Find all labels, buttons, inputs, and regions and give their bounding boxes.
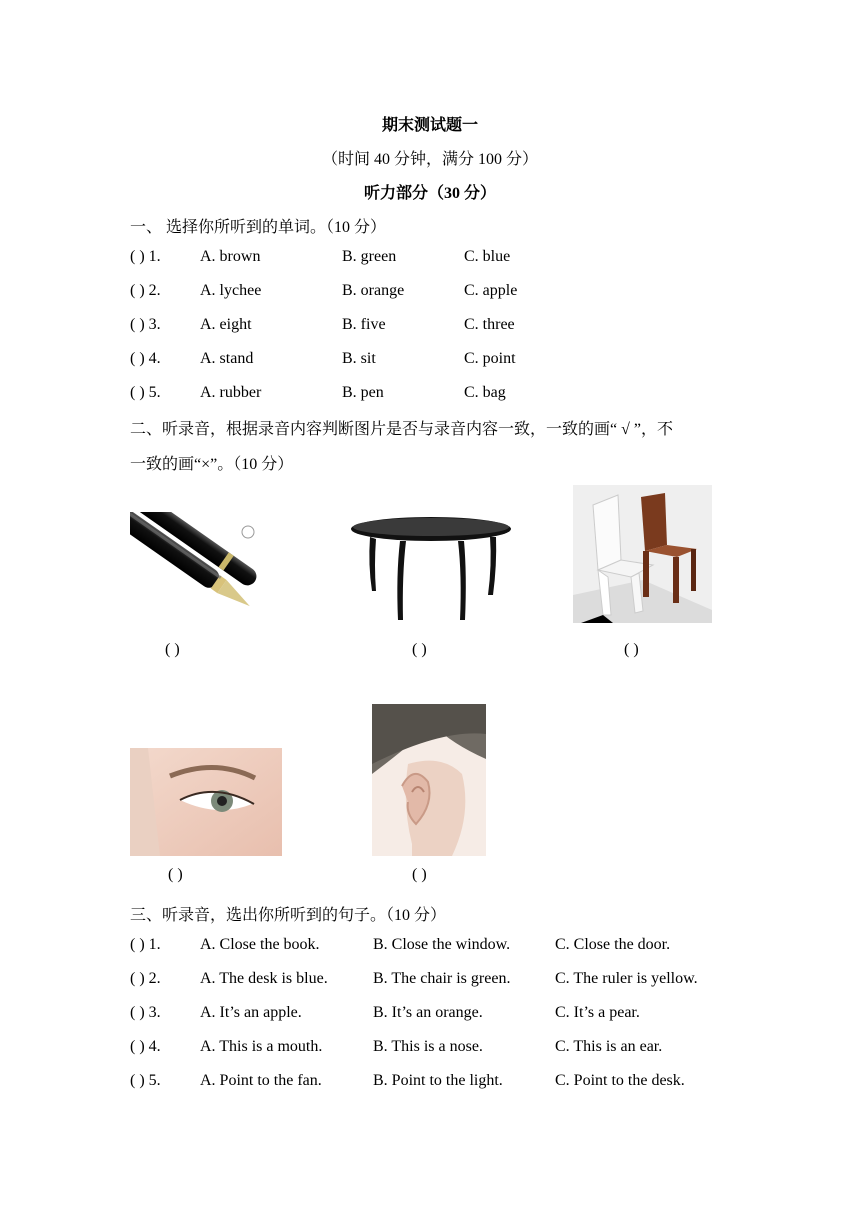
section2-heading-cont: 一致的画“×”。（10 分） <box>130 456 294 473</box>
section3-heading: 三、听录音，选出你所听到的句子。（10 分） <box>130 907 447 924</box>
exam-info: （时间 40 分钟，满分 100 分） <box>321 151 538 168</box>
option-b: B. green <box>342 248 397 265</box>
answer-blank[interactable]: ( ) 4. <box>130 350 161 367</box>
option-b: B. Point to the light. <box>373 1072 503 1089</box>
option-c: C. Close the door. <box>555 936 671 953</box>
option-c: C. This is an ear. <box>555 1038 663 1055</box>
answer-blank[interactable]: ( ) <box>165 641 180 658</box>
table-image <box>350 515 513 625</box>
pen-image <box>130 512 265 623</box>
option-c: C. It’s a pear. <box>555 1004 640 1021</box>
part-heading: 听力部分（30 分） <box>363 185 496 202</box>
answer-blank[interactable]: ( ) <box>624 641 639 658</box>
chairs-image <box>573 485 712 623</box>
answer-blank[interactable]: ( ) 3. <box>130 1004 161 1021</box>
answer-blank[interactable]: ( ) 3. <box>130 316 161 333</box>
option-a: A. brown <box>200 248 261 265</box>
option-c: C. point <box>464 350 516 367</box>
option-c: C. apple <box>464 282 518 299</box>
option-a: A. Point to the fan. <box>200 1072 322 1089</box>
option-a: A. It’s an apple. <box>200 1004 302 1021</box>
eye-image <box>130 748 282 856</box>
answer-blank[interactable]: ( ) 5. <box>130 384 161 401</box>
answer-blank[interactable]: ( ) 4. <box>130 1038 161 1055</box>
option-b: B. five <box>342 316 386 333</box>
answer-blank[interactable]: ( ) <box>412 641 427 658</box>
option-c: C. The ruler is yellow. <box>555 970 698 987</box>
option-a: A. rubber <box>200 384 262 401</box>
option-a: A. This is a mouth. <box>200 1038 323 1055</box>
answer-blank[interactable]: ( ) 2. <box>130 970 161 987</box>
section2-heading: 二、听录音，根据录音内容判断图片是否与录音内容一致，一致的画“ √ ”，不 <box>130 421 673 438</box>
option-b: B. It’s an orange. <box>373 1004 483 1021</box>
ear-image <box>372 704 486 856</box>
option-c: C. three <box>464 316 515 333</box>
option-b: B. The chair is green. <box>373 970 511 987</box>
option-c: C. blue <box>464 248 511 265</box>
option-a: A. Close the book. <box>200 936 320 953</box>
answer-blank[interactable]: ( ) 1. <box>130 936 161 953</box>
option-b: B. orange <box>342 282 405 299</box>
option-b: B. pen <box>342 384 384 401</box>
option-a: A. The desk is blue. <box>200 970 328 987</box>
option-b: B. sit <box>342 350 376 367</box>
answer-blank[interactable]: ( ) 2. <box>130 282 161 299</box>
section1-heading: 一、 选择你所听到的单词。（10 分） <box>130 219 387 236</box>
option-c: C. Point to the desk. <box>555 1072 685 1089</box>
option-c: C. bag <box>464 384 506 401</box>
page-title: 期末测试题一 <box>381 117 478 134</box>
answer-blank[interactable]: ( ) 5. <box>130 1072 161 1089</box>
option-a: A. eight <box>200 316 252 333</box>
option-b: B. This is a nose. <box>373 1038 483 1055</box>
option-b: B. Close the window. <box>373 936 511 953</box>
option-a: A. lychee <box>200 282 262 299</box>
option-a: A. stand <box>200 350 254 367</box>
answer-blank[interactable]: ( ) <box>168 866 183 883</box>
answer-blank[interactable]: ( ) 1. <box>130 248 161 265</box>
answer-blank[interactable]: ( ) <box>412 866 427 883</box>
